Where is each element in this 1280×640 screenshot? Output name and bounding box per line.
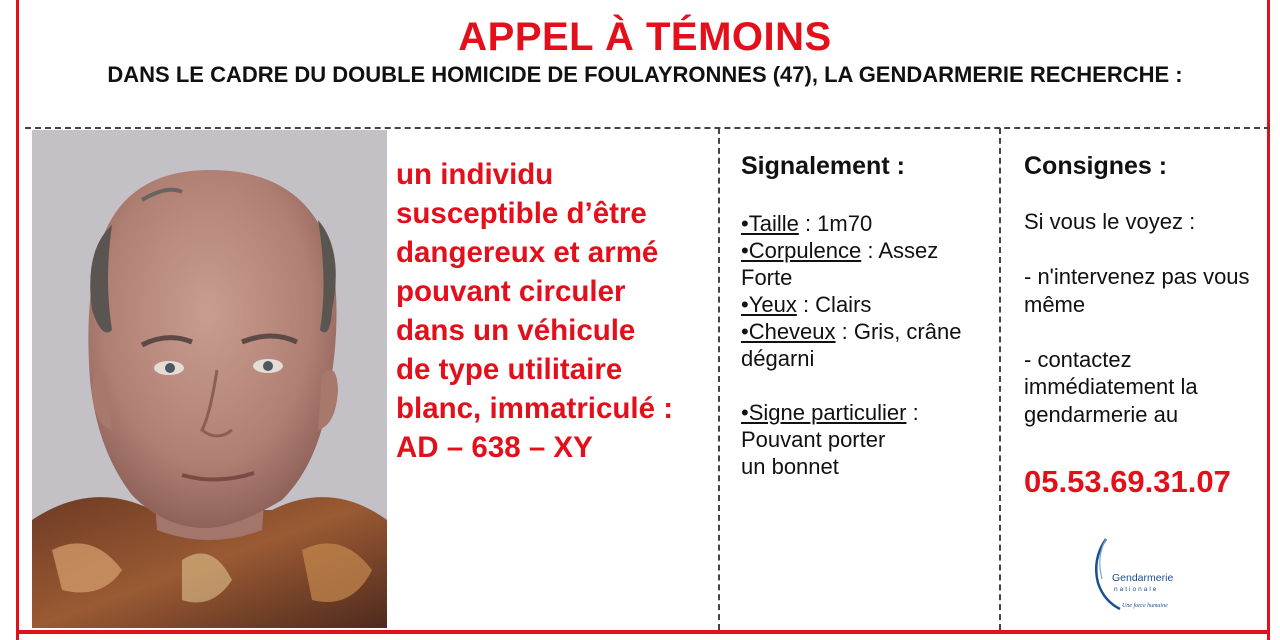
signe-value-line-2: Pouvant porter (741, 427, 886, 452)
signe-value: : (906, 400, 919, 425)
consigne-2-line-3: gendarmerie au (1024, 401, 1179, 427)
contact-phone-number: 05.53.69.31.07 (1024, 464, 1231, 499)
corpulence-value-continued: Forte (741, 265, 793, 290)
yeux-value: : Clairs (796, 292, 872, 317)
consigne-1-line-1: - n'intervenez pas vous (1024, 264, 1250, 289)
suspect-description (396, 155, 726, 467)
spacer (1024, 318, 1280, 346)
description-line: de type utilitaire (396, 353, 623, 386)
consignes-title: Consignes : (1024, 152, 1168, 180)
signe-key: •Signe particulier (741, 400, 907, 425)
consignes-intro: Si vous le voyez : (1024, 209, 1196, 234)
signalement-cheveux (741, 318, 1001, 345)
signalement-yeux (741, 291, 1001, 318)
corpulence-value: : Assez (861, 238, 939, 263)
signalement-list (741, 210, 1001, 480)
gendarmerie-logo (1090, 535, 1200, 615)
consigne-2-line-1: - contactez (1024, 346, 1132, 372)
description-line: blanc, immatriculé : (396, 392, 674, 425)
signe-value-line-3: un bonnet (741, 454, 839, 479)
suspect-portrait-image (32, 130, 387, 628)
description-line: un individu (396, 158, 554, 191)
corpulence-key: •Corpulence (741, 238, 862, 263)
frame-bottom-border (16, 630, 1270, 634)
description-line: pouvant circuler (396, 275, 626, 308)
consignes-text (1024, 208, 1280, 428)
description-line: dangereux et armé (396, 236, 659, 269)
cheveux-key: •Cheveux (741, 319, 836, 344)
description-line: dans un véhicule (396, 314, 636, 347)
taille-value: : 1m70 (798, 211, 873, 236)
suspect-photo (32, 130, 387, 628)
signalement-signe (741, 399, 1001, 426)
poster-title: APPEL À TÉMOINS (458, 15, 832, 59)
logo-subname: nationale (1114, 586, 1159, 593)
spacer (1024, 236, 1280, 264)
signalement-title: Signalement : (741, 152, 905, 180)
logo-tagline: Une force humaine (1122, 603, 1168, 609)
cheveux-value: : Gris, crâne (835, 319, 962, 344)
consigne-2-line-2: immédiatement la (1024, 374, 1198, 399)
yeux-key: •Yeux (741, 292, 797, 317)
consigne-1-line-2: même (1024, 291, 1086, 317)
signalement-corpulence (741, 237, 1001, 264)
license-plate-line: AD – 638 – XY (396, 431, 593, 464)
gendarmerie-emblem-icon (1090, 535, 1200, 615)
spacer (741, 372, 1001, 399)
description-line: susceptible d’être (396, 197, 647, 230)
frame-left-border (16, 0, 19, 640)
poster-subtitle: DANS LE CADRE DU DOUBLE HOMICIDE DE FOULAYRONNES (47), LA GENDARMERIE RECHERCHE : (107, 62, 1183, 87)
signalement-taille (741, 210, 1001, 237)
logo-name: Gendarmerie (1112, 572, 1174, 584)
dashed-divider-horizontal (25, 127, 1270, 129)
taille-key: •Taille (741, 211, 799, 236)
cheveux-value-continued: dégarni (741, 346, 815, 371)
